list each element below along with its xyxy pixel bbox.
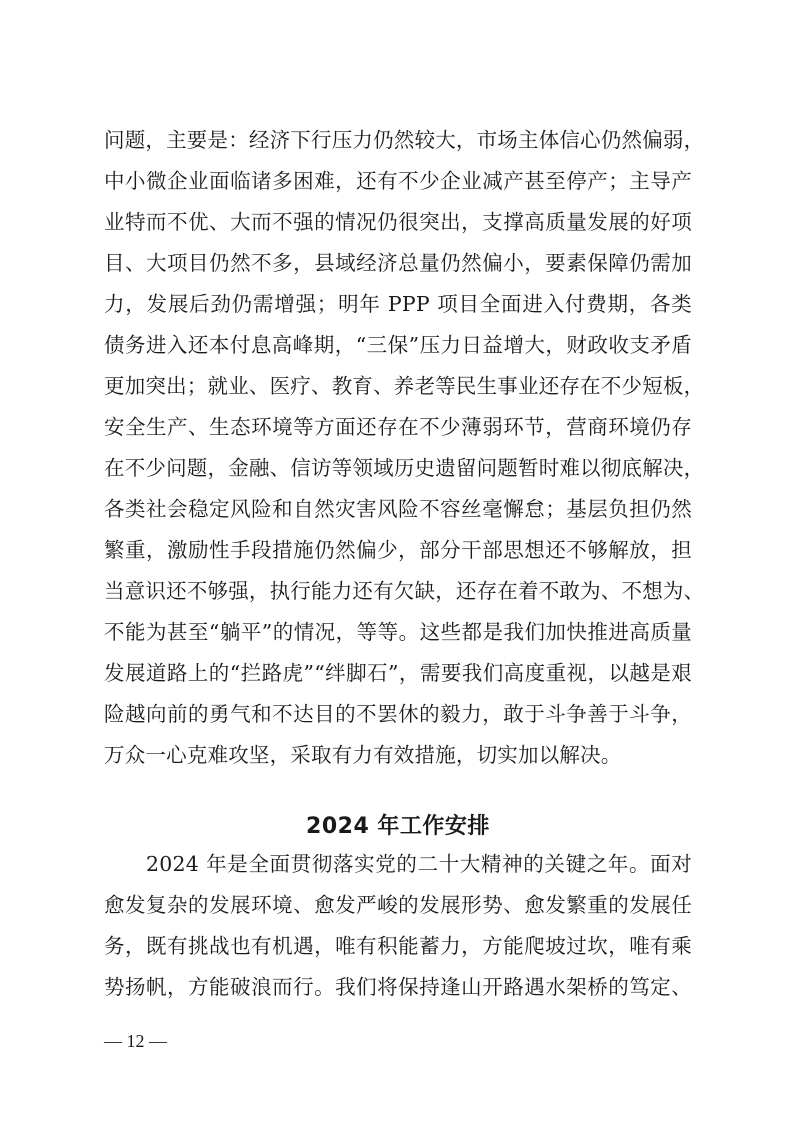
text-line: 不能为甚至“躺平”的情况，等等。这些都是我们加快推进高质量 (104, 620, 692, 644)
text-line: 业特而不优、大而不强的情况仍很突出，支撑高质量发展的好项 (104, 210, 692, 234)
text-line: 安全生产、生态环境等方面还存在不少薄弱环节，营商环境仍存 (104, 415, 692, 439)
text-line: 繁重，激励性手段措施仍然偏少，部分干部思想还不够解放，担 (104, 538, 692, 562)
text-line: 在不少问题，金融、信访等领域历史遗留问题暂时难以彻底解决， (104, 456, 705, 480)
text-line: 中小微企业面临诸多困难，还有不少企业减产甚至停产；主导产 (104, 169, 692, 193)
text-line: 势扬帆，方能破浪而行。我们将保持逢山开路遇水架桥的笃定、 (104, 975, 692, 999)
text-line: 各类社会稳定风险和自然灾害风险不容丝毫懈怠；基层负担仍然 (104, 497, 692, 521)
text-line: 险越向前的勇气和不达目的不罢休的毅力，敢于斗争善于斗争， (104, 702, 692, 726)
text-line: 2024 年是全面贯彻落实党的二十大精神的关键之年。面对 (146, 852, 692, 876)
text-line: 发展道路上的“拦路虎”“绊脚石”，需要我们高度重视，以越是艰 (104, 661, 692, 685)
text-line: 力，发展后劲仍需增强；明年 PPP 项目全面进入付费期，各类 (104, 292, 692, 316)
text-line: 债务进入还本付息高峰期，“三保”压力日益增大，财政收支矛盾 (104, 333, 692, 357)
page-number: — 12 — (104, 1031, 167, 1051)
text-line: 目、大项目仍然不多，县域经济总量仍然偏小，要素保障仍需加 (104, 251, 692, 275)
text-line: 问题，主要是：经济下行压力仍然较大，市场主体信心仍然偏弱， (104, 128, 705, 152)
section-heading: 2024 年工作安排 (306, 814, 490, 839)
text-line: 万众一心克难攻坚，采取有力有效措施，切实加以解决。 (104, 743, 622, 767)
text-line: 务，既有挑战也有机遇，唯有积能蓄力，方能爬坡过坎，唯有乘 (104, 934, 692, 958)
text-line: 愈发复杂的发展环境、愈发严峻的发展形势、愈发繁重的发展任 (104, 893, 692, 917)
text-line: 更加突出；就业、医疗、教育、养老等民生事业还存在不少短板， (104, 374, 705, 398)
text-line: 当意识还不够强，执行能力还有欠缺，还存在着不敢为、不想为、 (104, 579, 705, 603)
